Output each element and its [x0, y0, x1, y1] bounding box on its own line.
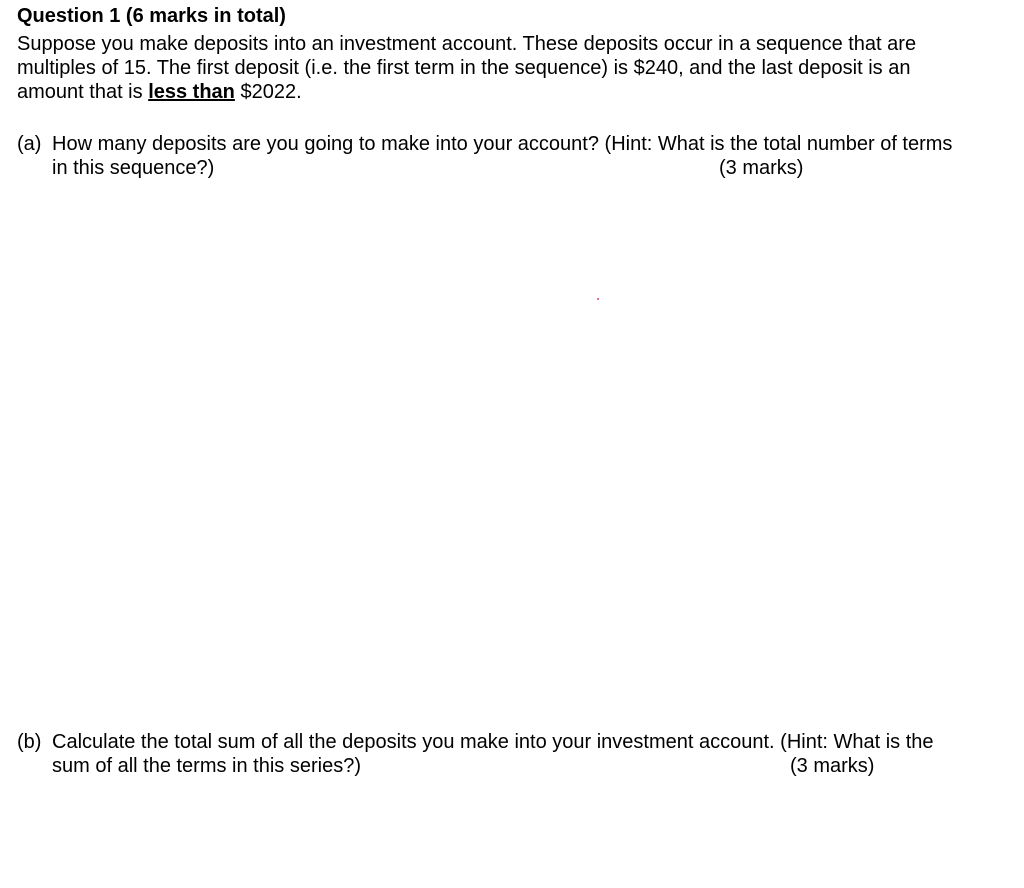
part-a-question-line-1: How many deposits are you going to make into your account? (Hint: What is the total number of terms: [52, 133, 953, 155]
stray-mark-dot: [597, 298, 599, 300]
part-b-marks: (3 marks): [790, 755, 875, 777]
emphasis-less-than: less than: [148, 81, 235, 103]
intro-text-before: amount that is: [17, 81, 149, 103]
intro-text-after: $2022.: [234, 81, 302, 103]
question-title: Question 1 (6 marks in total): [17, 5, 286, 27]
part-a-label: (a): [17, 133, 42, 155]
question-intro-line-2: multiples of 15. The first deposit (i.e. the first term in the sequence) is $240, and the last deposit is an: [17, 57, 911, 79]
question-intro-line-1: Suppose you make deposits into an investment account. These deposits occur in a sequence that are: [17, 33, 917, 55]
part-b-label: (b): [17, 731, 42, 753]
question-intro-line-3: [17, 80, 302, 104]
part-a-question-line-2: in this sequence?): [52, 157, 215, 179]
answer-area-a: [17, 190, 1007, 720]
part-a-marks: (3 marks): [719, 157, 804, 179]
answer-area-b: [17, 790, 1007, 880]
part-b-question-line-2: sum of all the terms in this series?): [52, 755, 361, 777]
part-b-question-line-1: Calculate the total sum of all the deposits you make into your investment account. (Hint: What is the: [52, 731, 934, 753]
